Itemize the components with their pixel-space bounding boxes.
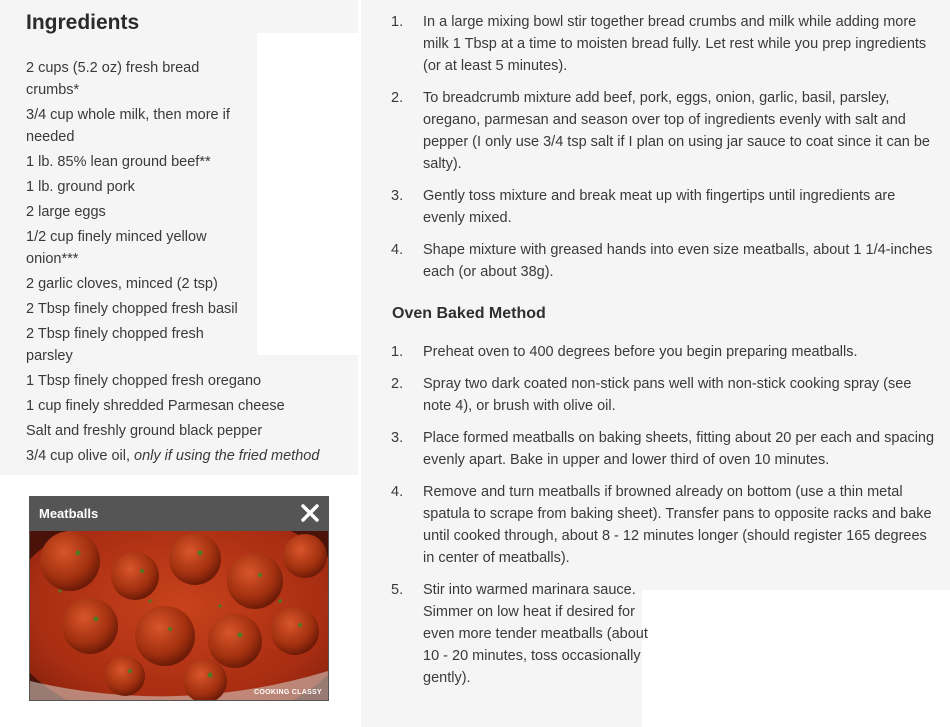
oven-step [391,579,649,689]
ingredient-item-olive-oil [26,445,346,467]
oven-step [391,481,939,569]
close-icon[interactable] [299,502,321,524]
step-text: Stir into warmed marinara sauce. Simmer on low heat if desired for even more tender meatballs (about 10 - 20 minutes, toss occasionally gently). [423,582,648,686]
ingredient-item: 3/4 cup whole milk, then more if needed [26,107,230,145]
video-header [29,496,329,531]
instructions-panel [361,0,950,727]
oven-step [391,341,939,363]
video-player[interactable] [29,496,329,701]
step-number: 3. [391,188,404,204]
step-number: 4. [391,242,404,258]
brand-watermark: COOKING CLASSY [254,689,322,696]
ingredient-item: Salt and freshly ground black pepper [26,423,263,439]
ingredient-item: 2 Tbsp finely chopped fresh parsley [26,326,204,364]
step-text: Spray two dark coated non-stick pans well with non-stick cooking spray (see note 4), or brush with olive oil. [423,376,912,414]
ingredients-heading: Ingredients [26,11,140,34]
oven-step [391,427,939,471]
step-text: Preheat oven to 400 degrees before you begin preparing meatballs. [423,344,858,360]
ingredient-item: 2 large eggs [26,204,106,220]
step-text: Gently toss mixture and break meat up with fingertips until ingredients are evenly mixed. [423,188,896,226]
meatballs-image [30,531,328,700]
ingredient-item: 1/2 cup finely minced yellow onion*** [26,229,207,267]
ingredient-item: 1 lb. 85% lean ground beef** [26,154,211,170]
step-text: To breadcrumb mixture add beef, pork, eggs, onion, garlic, basil, parsley, oregano, parmesan and season over top of ingredients evenly with salt and pepper (I only use 3/4 tsp salt if I plan on using jar sauce to coat since it can be salty). [423,90,930,172]
ingredient-item: 1 lb. ground pork [26,179,135,195]
step-number: 1. [391,344,404,360]
step-number: 2. [391,376,404,392]
oven-step [391,373,939,417]
step-number: 5. [391,582,404,598]
step-text: Shape mixture with greased hands into even size meatballs, about 1 1/4-inches each (or about 38g). [423,242,933,280]
video-thumbnail[interactable] [30,531,328,700]
ingredient-item: 2 garlic cloves, minced (2 tsp) [26,276,218,292]
prep-steps-list [391,11,939,293]
video-title: Meatballs [39,506,99,521]
oven-method-heading: Oven Baked Method [392,305,546,322]
ingredient-text: 3/4 cup olive oil, [26,448,135,464]
step-text: Place formed meatballs on baking sheets, fitting about 20 per each and spacing evenly apart. Bake in upper and lower third of oven 10 minutes. [423,430,935,468]
prep-step [391,11,939,77]
ingredients-panel [0,0,358,475]
step-number: 4. [391,484,404,500]
ingredient-note: only if using the fried method [134,448,320,464]
prep-step [391,87,939,175]
oven-steps-list [391,341,939,699]
ingredient-item: 2 Tbsp finely chopped fresh basil [26,301,238,317]
ingredient-item: 2 cups (5.2 oz) fresh bread crumbs* [26,60,200,98]
step-text: In a large mixing bowl stir together bread crumbs and milk while adding more milk 1 Tbsp at a time to moisten bread fully. Let rest while you prep ingredients (or at least 5 minutes). [423,14,927,74]
step-text: Remove and turn meatballs if browned already on bottom (use a thin metal spatula to scrape from baking sheet). Transfer pans to opposite racks and bake until cooked through, about 8 - 12 minutes longer (should register 165 degrees in center of meatballs). [423,484,932,566]
ingredients-list [26,57,346,470]
ingredient-item: 1 Tbsp finely chopped fresh oregano [26,373,262,389]
ingredient-item: 1 cup finely shredded Parmesan cheese [26,398,285,414]
step-number: 3. [391,430,404,446]
prep-step [391,185,939,229]
step-number: 1. [391,14,404,30]
prep-step [391,239,939,283]
step-number: 2. [391,90,404,106]
